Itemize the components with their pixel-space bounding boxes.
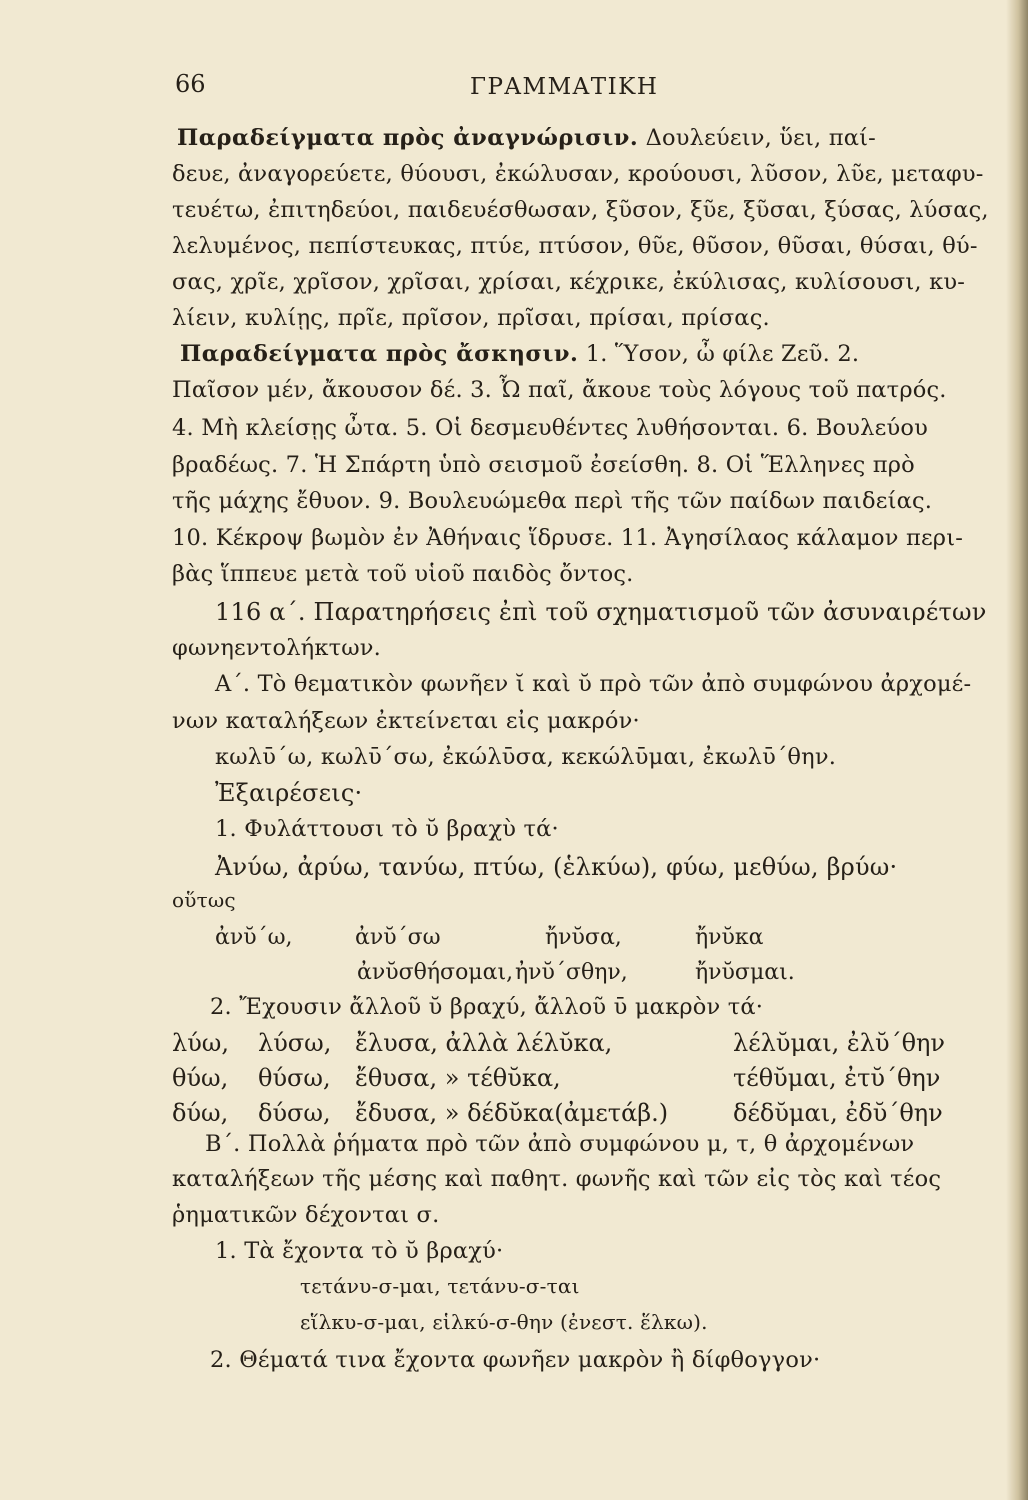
table1-cell: ἀνῠ΄σω	[355, 925, 441, 950]
subsection-b: Β΄. Πολλὰ ῥήματα πρὸ τῶν ἀπὸ συμφώνου μ, τ, θ ἀρχομένων	[205, 1131, 915, 1157]
table2-cell: λύω,	[172, 1029, 229, 1057]
table2-cell: θύω,	[172, 1064, 229, 1092]
reading-examples-line: Παραδείγματα πρὸς ἀναγνώρισιν. Δουλεύειν, ὕει, παί-	[177, 125, 876, 151]
text-line: 4. Μὴ κλείσῃς ὦτα. 5. Οἱ δεσμευθέντες λυθήσονται. 6. Βουλεύου	[172, 415, 928, 441]
text-line: 2. Ἔχουσιν ἄλλοῦ ῠ βραχύ, ἄλλοῦ ῡ μακρὸν τά·	[210, 994, 764, 1020]
text-line: φωνηεντολήκτων.	[172, 635, 382, 661]
table1-cell: ἤνῠσμαι.	[695, 960, 795, 985]
table2-cell: δύσω,	[258, 1099, 331, 1127]
table2-cell: τέθῠμαι, ἐτῠ΄θην	[733, 1064, 941, 1092]
table1-cell: ἠνῠ΄σθην,	[515, 960, 628, 985]
table2-cell: δύω,	[172, 1099, 229, 1127]
text-line: 1. Φυλάττουσι τὸ ῠ βραχὺ τά·	[215, 816, 559, 842]
text-line: 2. Θέματά τινα ἔχοντα φωνῆεν μακρὸν ἢ δίφθογγον·	[210, 1347, 821, 1373]
text-line: νων καταλήξεων ἐκτείνεται εἰς μακρόν·	[172, 708, 640, 734]
example-line: κωλῡ΄ω, κωλῡ΄σω, ἐκώλῡσα, κεκώλῡμαι, ἐκωλῡ΄θην.	[215, 744, 837, 770]
table2-cell: θύσω,	[258, 1064, 331, 1092]
table2-cell: λέλῠμαι, ἐλῠ΄θην	[733, 1029, 946, 1057]
text-line: Παῖσον μέν, ἄκουσον δέ. 3. Ὦ παῖ, ἄκουε τοὺς λόγους τοῦ πατρός.	[172, 377, 947, 403]
text-line: οὕτως	[172, 888, 236, 912]
exercise-examples-line: Παραδείγματα πρὸς ἄσκησιν. 1. Ὕσον, ὦ φίλε Ζεῦ. 2.	[180, 341, 860, 367]
example-line: τετάνυ-σ-μαι, τετάνυ-σ-ται	[300, 1274, 580, 1298]
text-line: λελυμένος, πεπίστευκας, πτύε, πτύσον, θῦε, θῦσον, θῦσαι, θύσαι, θύ-	[172, 233, 978, 259]
table2-cell: ἔθυσα, » τέθῠκα,	[355, 1064, 561, 1092]
section-heading-exercise: Παραδείγματα πρὸς ἄσκησιν.	[180, 341, 579, 367]
text-line: 1. Τὰ ἔχοντα τὸ ῠ βραχύ·	[215, 1238, 504, 1264]
page-number: 66	[175, 70, 206, 98]
text-line: τῆς μάχης ἔθυον. 9. Βουλευώμεθα περὶ τῆς τῶν παίδων παιδείας.	[172, 488, 933, 514]
running-title: ΓΡΑΜΜΑΤΙΚΗ	[470, 74, 659, 100]
text-line: βὰς ἵππευε μετὰ τοῦ υἱοῦ παιδὸς ὄντος.	[172, 561, 634, 587]
example-line: εἵλκυ-σ-μαι, εἱλκύ-σ-θην (ἐνεστ. ἕλκω).	[300, 1310, 708, 1334]
table1-cell: ἀνῠ΄ω,	[215, 925, 293, 950]
section-116-heading: 116 α΄. Παρατηρήσεις ἐπὶ τοῦ σχηματισμοῦ τῶν ἀσυναιρέτων	[215, 598, 987, 626]
text-line: λίειν, κυλίῃς, πρῖε, πρῖσον, πρῖσαι, πρίσαι, πρίσας.	[172, 305, 770, 331]
text-line: τευέτω, ἐπιτηδεύοι, παιδευέσθωσαν, ξῦσον, ξῦε, ξῦσαι, ξύσας, λύσας,	[172, 197, 989, 223]
text-line: ῥηματικῶν δέχονται σ.	[172, 1202, 440, 1228]
table2-cell: λύσω,	[258, 1029, 332, 1057]
text-line: 10. Κέκροψ βωμὸν ἐν Ἀθήναις ἵδρυσε. 11. Ἀγησίλαος κάλαμον περι-	[172, 525, 964, 551]
text-line: καταλήξεων τῆς μέσης καὶ παθητ. φωνῆς καὶ τῶν εἰς τὸς καὶ τέος	[172, 1166, 942, 1192]
section-heading-reading: Παραδείγματα πρὸς ἀναγνώρισιν.	[177, 125, 639, 151]
table1-cell: ἤνῠσα,	[545, 925, 622, 950]
page-edge-shadow	[1006, 0, 1028, 1500]
table2-cell: δέδῠμαι, ἐδῠ΄θην	[733, 1099, 943, 1127]
example-line: Ἀνύω, ἀρύω, τανύω, πτύω, (ἑλκύω), φύω, μεθύω, βρύω·	[215, 853, 898, 881]
table2-cell: ἔδυσα, » δέδῠκα(ἀμετάβ.)	[355, 1099, 669, 1127]
table1-cell: ἤνῠκα	[695, 925, 764, 950]
table1-cell: ἀνῠσθήσομαι,	[357, 960, 514, 985]
exceptions-heading: Ἐξαιρέσεις·	[215, 779, 363, 807]
text-line: δευε, ἀναγορεύετε, θύουσι, ἐκώλυσαν, κρούουσι, λῦσον, λῦε, μεταφυ-	[172, 161, 984, 187]
subsection-a: Α΄. Τὸ θεματικὸν φωνῆεν ῐ καὶ ῠ πρὸ τῶν ἀπὸ συμφώνου ἀρχομέ-	[215, 671, 972, 697]
table2-cell: ἔλυσα, ἀλλὰ λέλῠκα,	[355, 1029, 613, 1057]
text-line: βραδέως. 7. Ἡ Σπάρτη ὑπὸ σεισμοῦ ἐσείσθη. 8. Οἱ Ἕλληνες πρὸ	[172, 452, 915, 478]
text-line: σας, χρῖε, χρῖσον, χρῖσαι, χρίσαι, κέχρικε, ἐκύλισας, κυλίσουσι, κυ-	[172, 269, 966, 295]
